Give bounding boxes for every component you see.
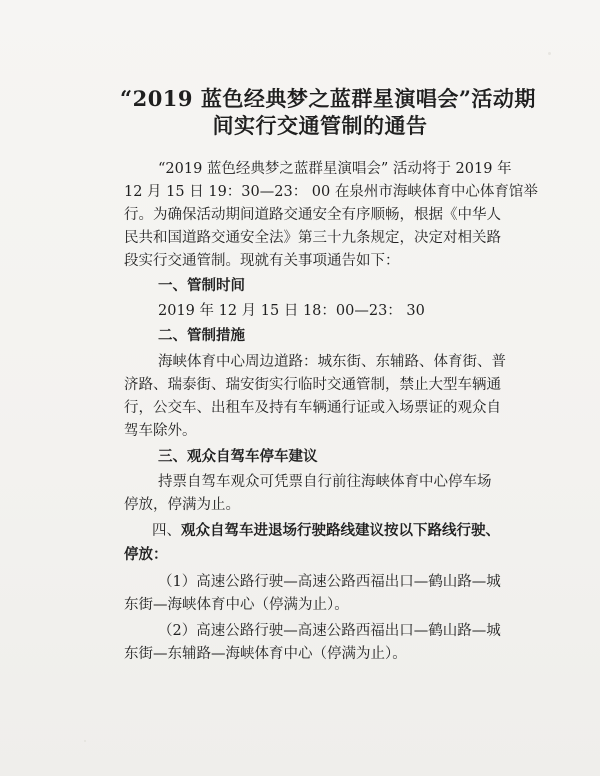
route-item-line: （2）高速公路行驶—高速公路西福出口—鹤山路—城 [158, 623, 501, 639]
scan-speck [84, 740, 86, 742]
section-body-line: 停放，停满为止。 [124, 497, 240, 513]
section-heading-control-measures: 二、管制措施 [158, 328, 245, 344]
section-body-line: 济路、瑞泰街、瑞安街实行临时交通管制，禁止大型车辆通 [124, 377, 501, 393]
section-heading-control-time: 一、管制时间 [158, 278, 245, 294]
document-title-line-2: 间实行交通管制的通告 [212, 113, 428, 138]
scan-speck [548, 52, 551, 55]
section-heading-parking-advice: 三、观众自驾车停车建议 [158, 449, 318, 465]
intro-line: 段实行交通管制。现就有关事项通告如下： [124, 253, 400, 269]
route-item-line: （1）高速公路行驶—高速公路西福出口—鹤山路—城 [158, 574, 501, 590]
section-body-line: 2019 年 12 月 15 日 18：00—23： 30 [158, 303, 425, 319]
section-body-line: 持票自驾车观众可凭票自行前往海峡体育中心停车场 [158, 474, 492, 490]
intro-line: 民共和国道路交通安全法》第三十九条规定，决定对相关路 [124, 230, 501, 246]
section-body-line: 行，公交车、出租车及持有车辆通行证或入场票证的观众自 [124, 400, 501, 416]
intro-line: 行。为确保活动期间道路交通安全有序顺畅，根据《中华人 [124, 207, 501, 223]
section-number: 四、 [152, 523, 181, 539]
document-title-line-1: “2019 蓝色经典梦之蓝群星演唱会”活动期 [120, 86, 536, 111]
section-heading-text: 观众自驾车进退场行驶路线建议按以下路线行驶、 [181, 523, 500, 539]
section-heading-route-advice [152, 521, 500, 541]
intro-line: “2019 蓝色经典梦之蓝群星演唱会” 活动将于 2019 年 [158, 161, 512, 177]
section-heading-continuation: 停放： [124, 547, 168, 563]
section-body-line: 驾车除外。 [124, 423, 197, 439]
route-item-line: 东街—东辅路—海峡体育中心（停满为止）。 [124, 646, 407, 662]
route-item-line: 东街—海峡体育中心（停满为止）。 [124, 597, 349, 613]
intro-line: 12 月 15 日 19：30—23： 00 在泉州市海峡体育中心体育馆举 [124, 184, 538, 200]
section-body-line: 海峡体育中心周边道路：城东街、东辅路、体育街、普 [158, 354, 506, 370]
